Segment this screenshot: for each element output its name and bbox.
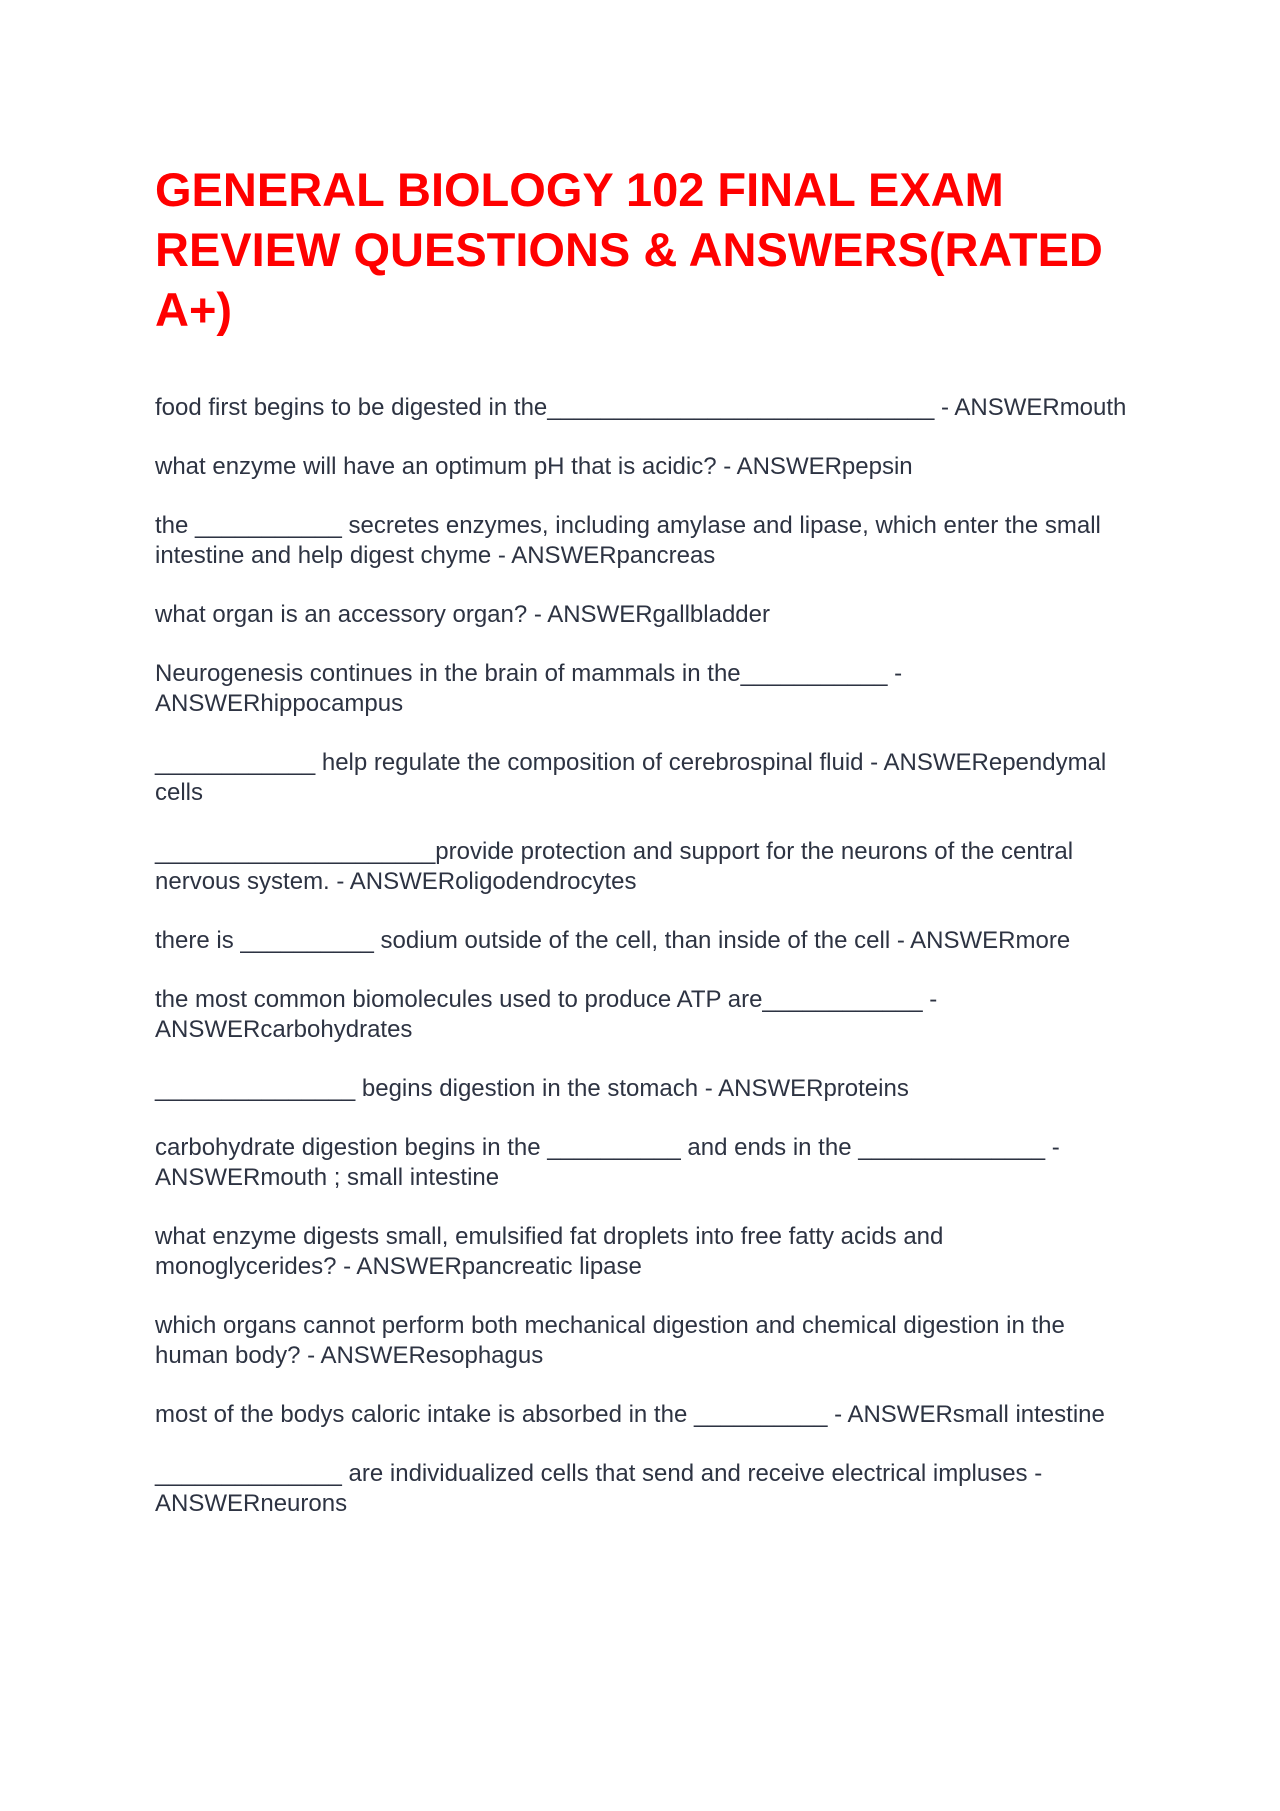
qa-item: _______________ begins digestion in the stomach - ANSWERproteins [155, 1075, 909, 1102]
qa-item: most of the bodys caloric intake is absorbed in the __________ - ANSWERsmall intestine [155, 1401, 1105, 1428]
qa-item: what organ is an accessory organ? - ANSWERgallbladder [155, 601, 770, 628]
qa-item: food first begins to be digested in the_____________________________ - ANSWERmouth [155, 394, 1127, 421]
qa-item: what enzyme digests small, emulsified fat droplets into free fatty acids and monoglycerides? - ANSWERpancreatic lipase [155, 1223, 951, 1280]
qa-item: the most common biomolecules used to produce ATP are____________ - ANSWERcarbohydrates [155, 986, 943, 1043]
qa-item: carbohydrate digestion begins in the __________ and ends in the ______________ - ANSWERmouth ; small intestine [155, 1134, 1066, 1191]
qa-item: which organs cannot perform both mechanical digestion and chemical digestion in the human body? - ANSWEResophagus [155, 1312, 1072, 1369]
qa-item: _____________________provide protection and support for the neurons of the central nervous system. - ANSWERoligodendrocytes [155, 838, 1080, 895]
qa-item: there is __________ sodium outside of the cell, than inside of the cell - ANSWERmore [155, 927, 1071, 954]
document-title: GENERAL BIOLOGY 102 FINAL EXAM REVIEW QUESTIONS & ANSWERS(RATED A+) [155, 163, 1103, 336]
qa-item: ____________ help regulate the composition of cerebrospinal fluid - ANSWERependymal cells [155, 749, 1113, 806]
qa-item: the ___________ secretes enzymes, including amylase and lipase, which enter the small intestine and help digest chyme - ANSWERpancreas [155, 512, 1108, 569]
qa-list [155, 393, 1130, 1548]
qa-item: what enzyme will have an optimum pH that is acidic? - ANSWERpepsin [155, 453, 913, 480]
qa-item: Neurogenesis continues in the brain of mammals in the___________ - ANSWERhippocampus [155, 660, 908, 717]
qa-item: ______________ are individualized cells that send and receive electrical impluses - ANSWERneurons [155, 1460, 1048, 1517]
